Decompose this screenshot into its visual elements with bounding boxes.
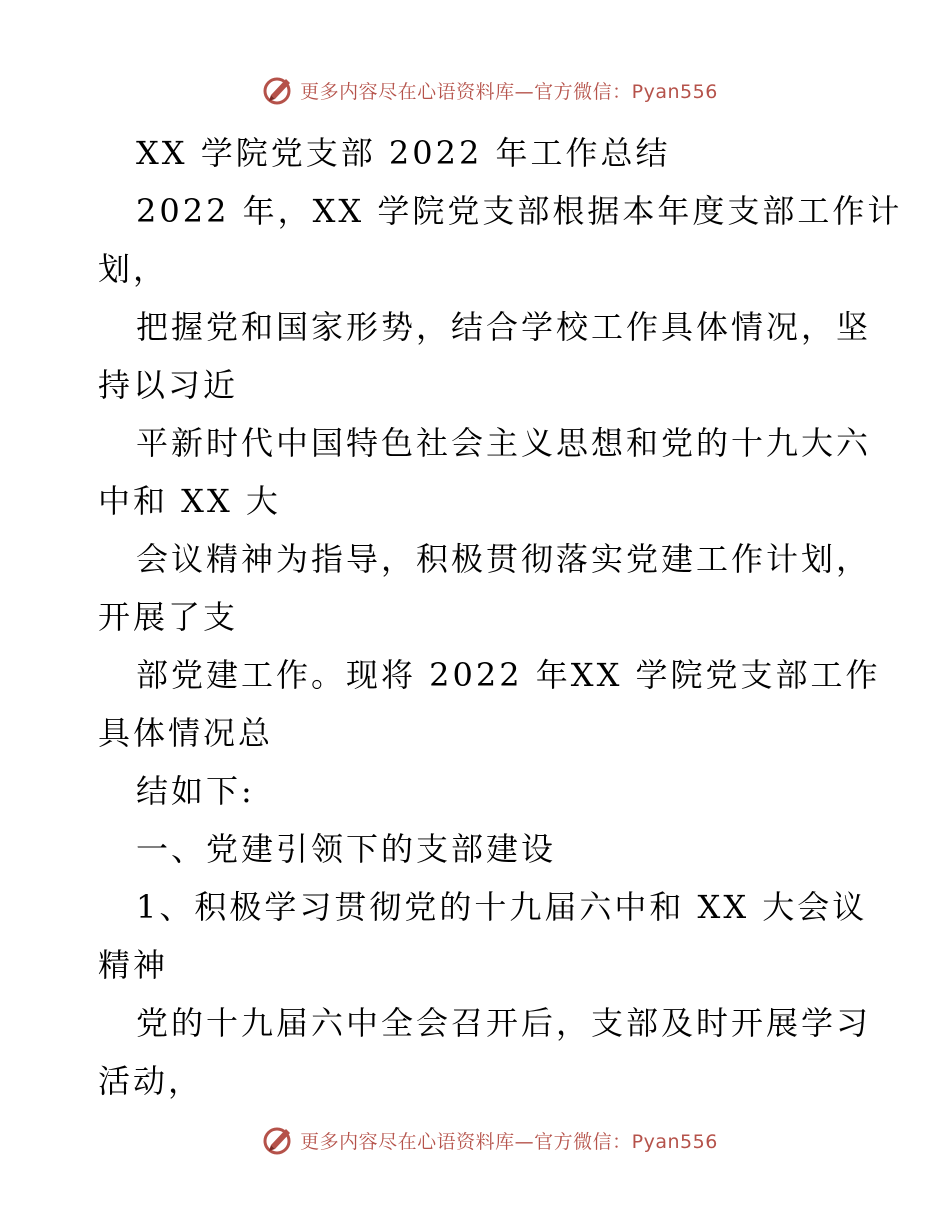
pen-logo-icon	[262, 1123, 296, 1157]
subsection-heading: 1、积极学习贯彻党的十九届六中和 XX 大会议	[136, 888, 868, 926]
doc-line: 活动，	[98, 1062, 204, 1100]
doc-line: 部党建工作。现将 2022 年XX 学院党支部工作	[136, 656, 881, 694]
pen-logo-icon	[262, 73, 296, 107]
doc-line: 2022 年，XX 学院党支部根据本年度支部工作计	[136, 192, 903, 230]
doc-line: 结如下:	[136, 772, 255, 810]
doc-line: 精神	[98, 946, 169, 984]
doc-line: 把握党和国家形势，结合学校工作具体情况，坚	[136, 308, 872, 346]
doc-line: 党的十九届六中全会召开后，支部及时开展学习	[136, 1004, 872, 1042]
doc-line: 划，	[98, 250, 169, 288]
doc-line: 开展了支	[98, 598, 239, 636]
watermark-text: 更多内容尽在心语资料库—官方微信：Pyan556	[300, 1130, 718, 1153]
watermark-text: 更多内容尽在心语资料库—官方微信：Pyan556	[300, 80, 718, 103]
document-body	[98, 124, 903, 1110]
header-watermark	[0, 70, 950, 110]
doc-line: 中和 XX 大	[98, 482, 281, 520]
doc-title: XX 学院党支部 2022 年工作总结	[136, 134, 671, 172]
doc-line: 平新时代中国特色社会主义思想和党的十九大六	[136, 424, 872, 462]
doc-line: 会议精神为指导，积极贯彻落实党建工作计划，	[136, 540, 872, 578]
footer-watermark	[0, 1120, 950, 1160]
doc-line: 具体情况总	[98, 714, 274, 752]
section-heading: 一、党建引领下的支部建设	[136, 830, 557, 868]
doc-line: 持以习近	[98, 366, 239, 404]
